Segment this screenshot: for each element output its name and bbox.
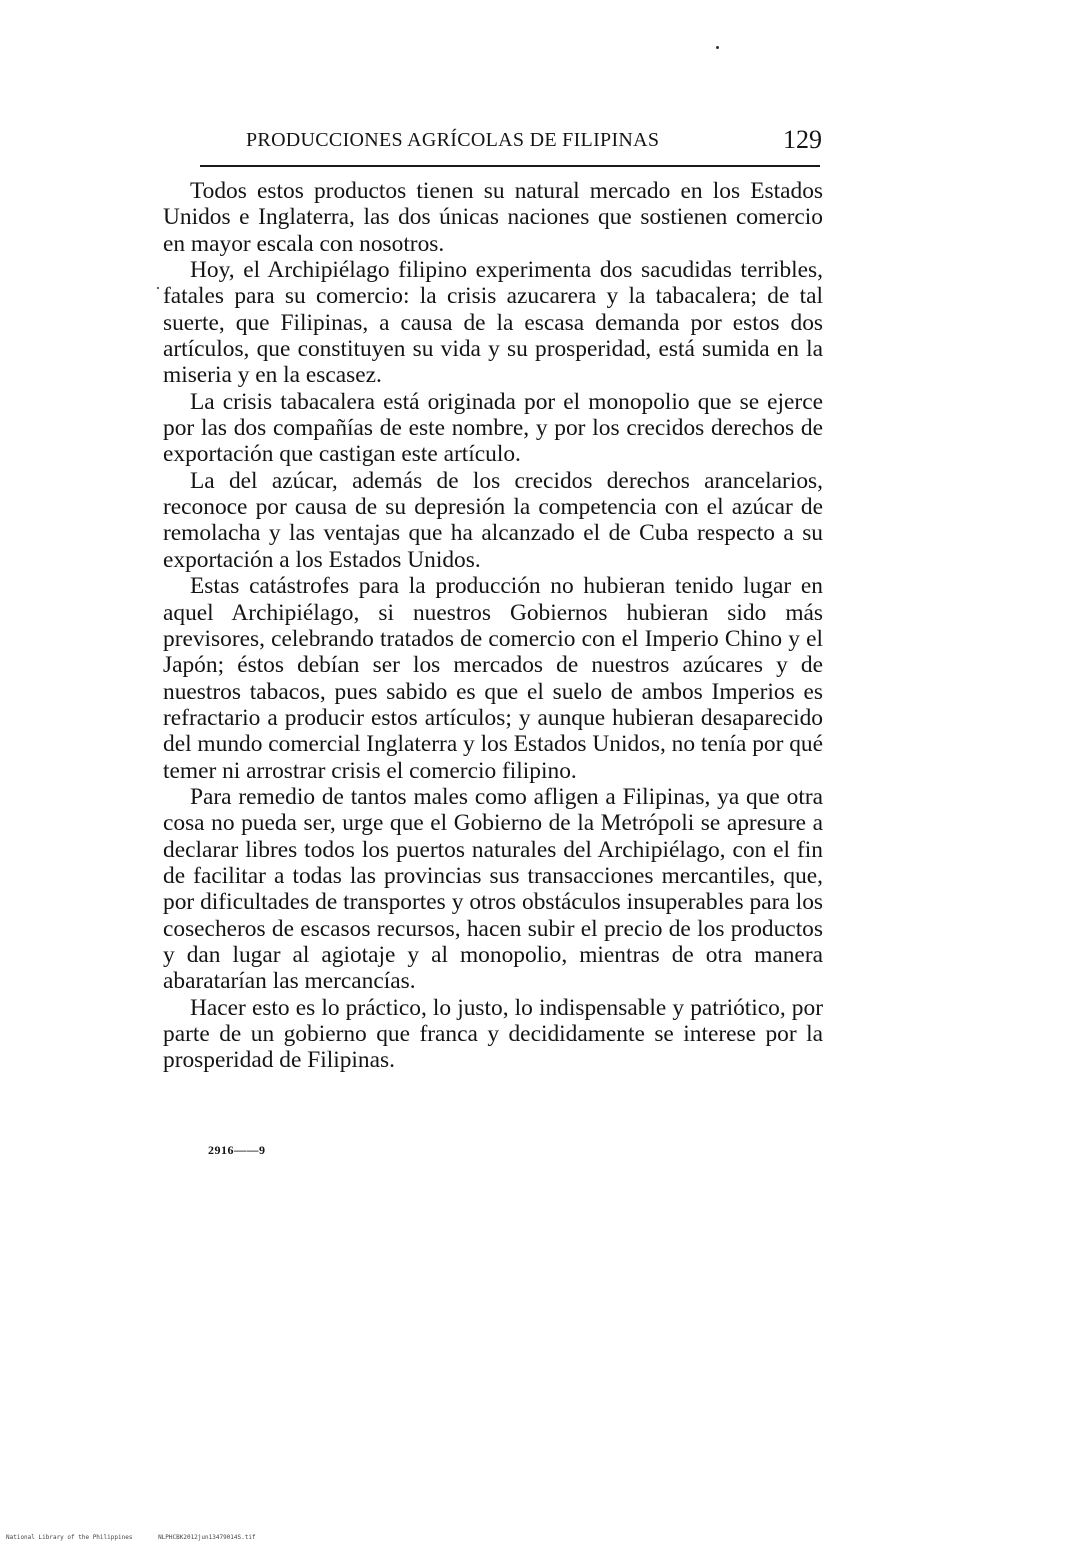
scan-footer bbox=[6, 1534, 256, 1541]
paragraph: La del azúcar, además de los crecidos derechos arancelarios, reconoce por causa de su depresión la competencia con el azúcar de remolacha y las ventajas que ha alcanzado el de Cuba respecto a su exportación a los Estados Unidos. bbox=[163, 467, 823, 573]
page-number: 129 bbox=[783, 125, 822, 154]
header-rule bbox=[200, 165, 820, 167]
running-title: PRODUCCIONES AGRÍCOLAS DE FILIPINAS bbox=[246, 129, 660, 151]
body-text bbox=[163, 178, 823, 1074]
paragraph: Estas catástrofes para la producción no hubieran tenido lugar en aquel Archipiélago, si nuestros Gobiernos hubieran sido más previsores, celebrando tratados de comercio con el Imperio Chino y el Japón; éstos debían ser los mercados de nuestros azúcares y de nuestros tabacos, pues sabido es que el suelo de ambos Imperios es refractario a producir estos artículos; y aunque hubieran desaparecido del mundo comercial Inglaterra y los Estados Unidos, no tenía por qué temer ni arrostrar crisis el comercio filipino. bbox=[163, 573, 823, 784]
scan-speck bbox=[716, 46, 719, 49]
paragraph: Hacer esto es lo práctico, lo justo, lo indispensable y patriótico, por parte de un gobierno que franca y decididamente se interese por la prosperidad de Filipinas. bbox=[163, 994, 823, 1074]
scan-speck bbox=[157, 287, 159, 289]
printer-signature-mark: 2916——9 bbox=[208, 1143, 266, 1157]
paragraph: Todos estos productos tienen su natural mercado en los Estados Unidos e Inglaterra, las dos únicas naciones que sostienen comercio en mayor escala con nosotros. bbox=[163, 178, 823, 257]
running-head bbox=[200, 125, 822, 165]
scan-library-label: National Library of the Philippines bbox=[6, 1534, 133, 1541]
scan-file-id: NLPHCBK2012jun13479014S.tif bbox=[158, 1534, 256, 1541]
paragraph: Hoy, el Archipiélago filipino experimenta dos sacudidas terribles, fatales para su comercio: la crisis azucarera y la tabacalera; de tal suerte, que Filipinas, a causa de la escasa demanda por estos dos artículos, que constituyen su vida y su prosperidad, está sumida en la miseria y en la escasez. bbox=[163, 257, 823, 389]
paragraph: Para remedio de tantos males como afligen a Filipinas, ya que otra cosa no pueda ser, urge que el Gobierno de la Metrópoli se apresure a declarar libres todos los puertos naturales del Archipiélago, con el fin de facilitar a todas las provincias sus transacciones mercantiles, que, por dificultades de transportes y otros obstáculos insuperables para los cosecheros de escasos recursos, hacen subir el precio de los productos y dan lugar al agiotaje y al monopolio, mientras de otra manera abaratarían las mercancías. bbox=[163, 783, 823, 995]
paragraph: La crisis tabacalera está originada por el monopolio que se ejerce por las dos compañías de este nombre, y por los crecidos derechos de exportación que castigan este artículo. bbox=[163, 388, 823, 468]
